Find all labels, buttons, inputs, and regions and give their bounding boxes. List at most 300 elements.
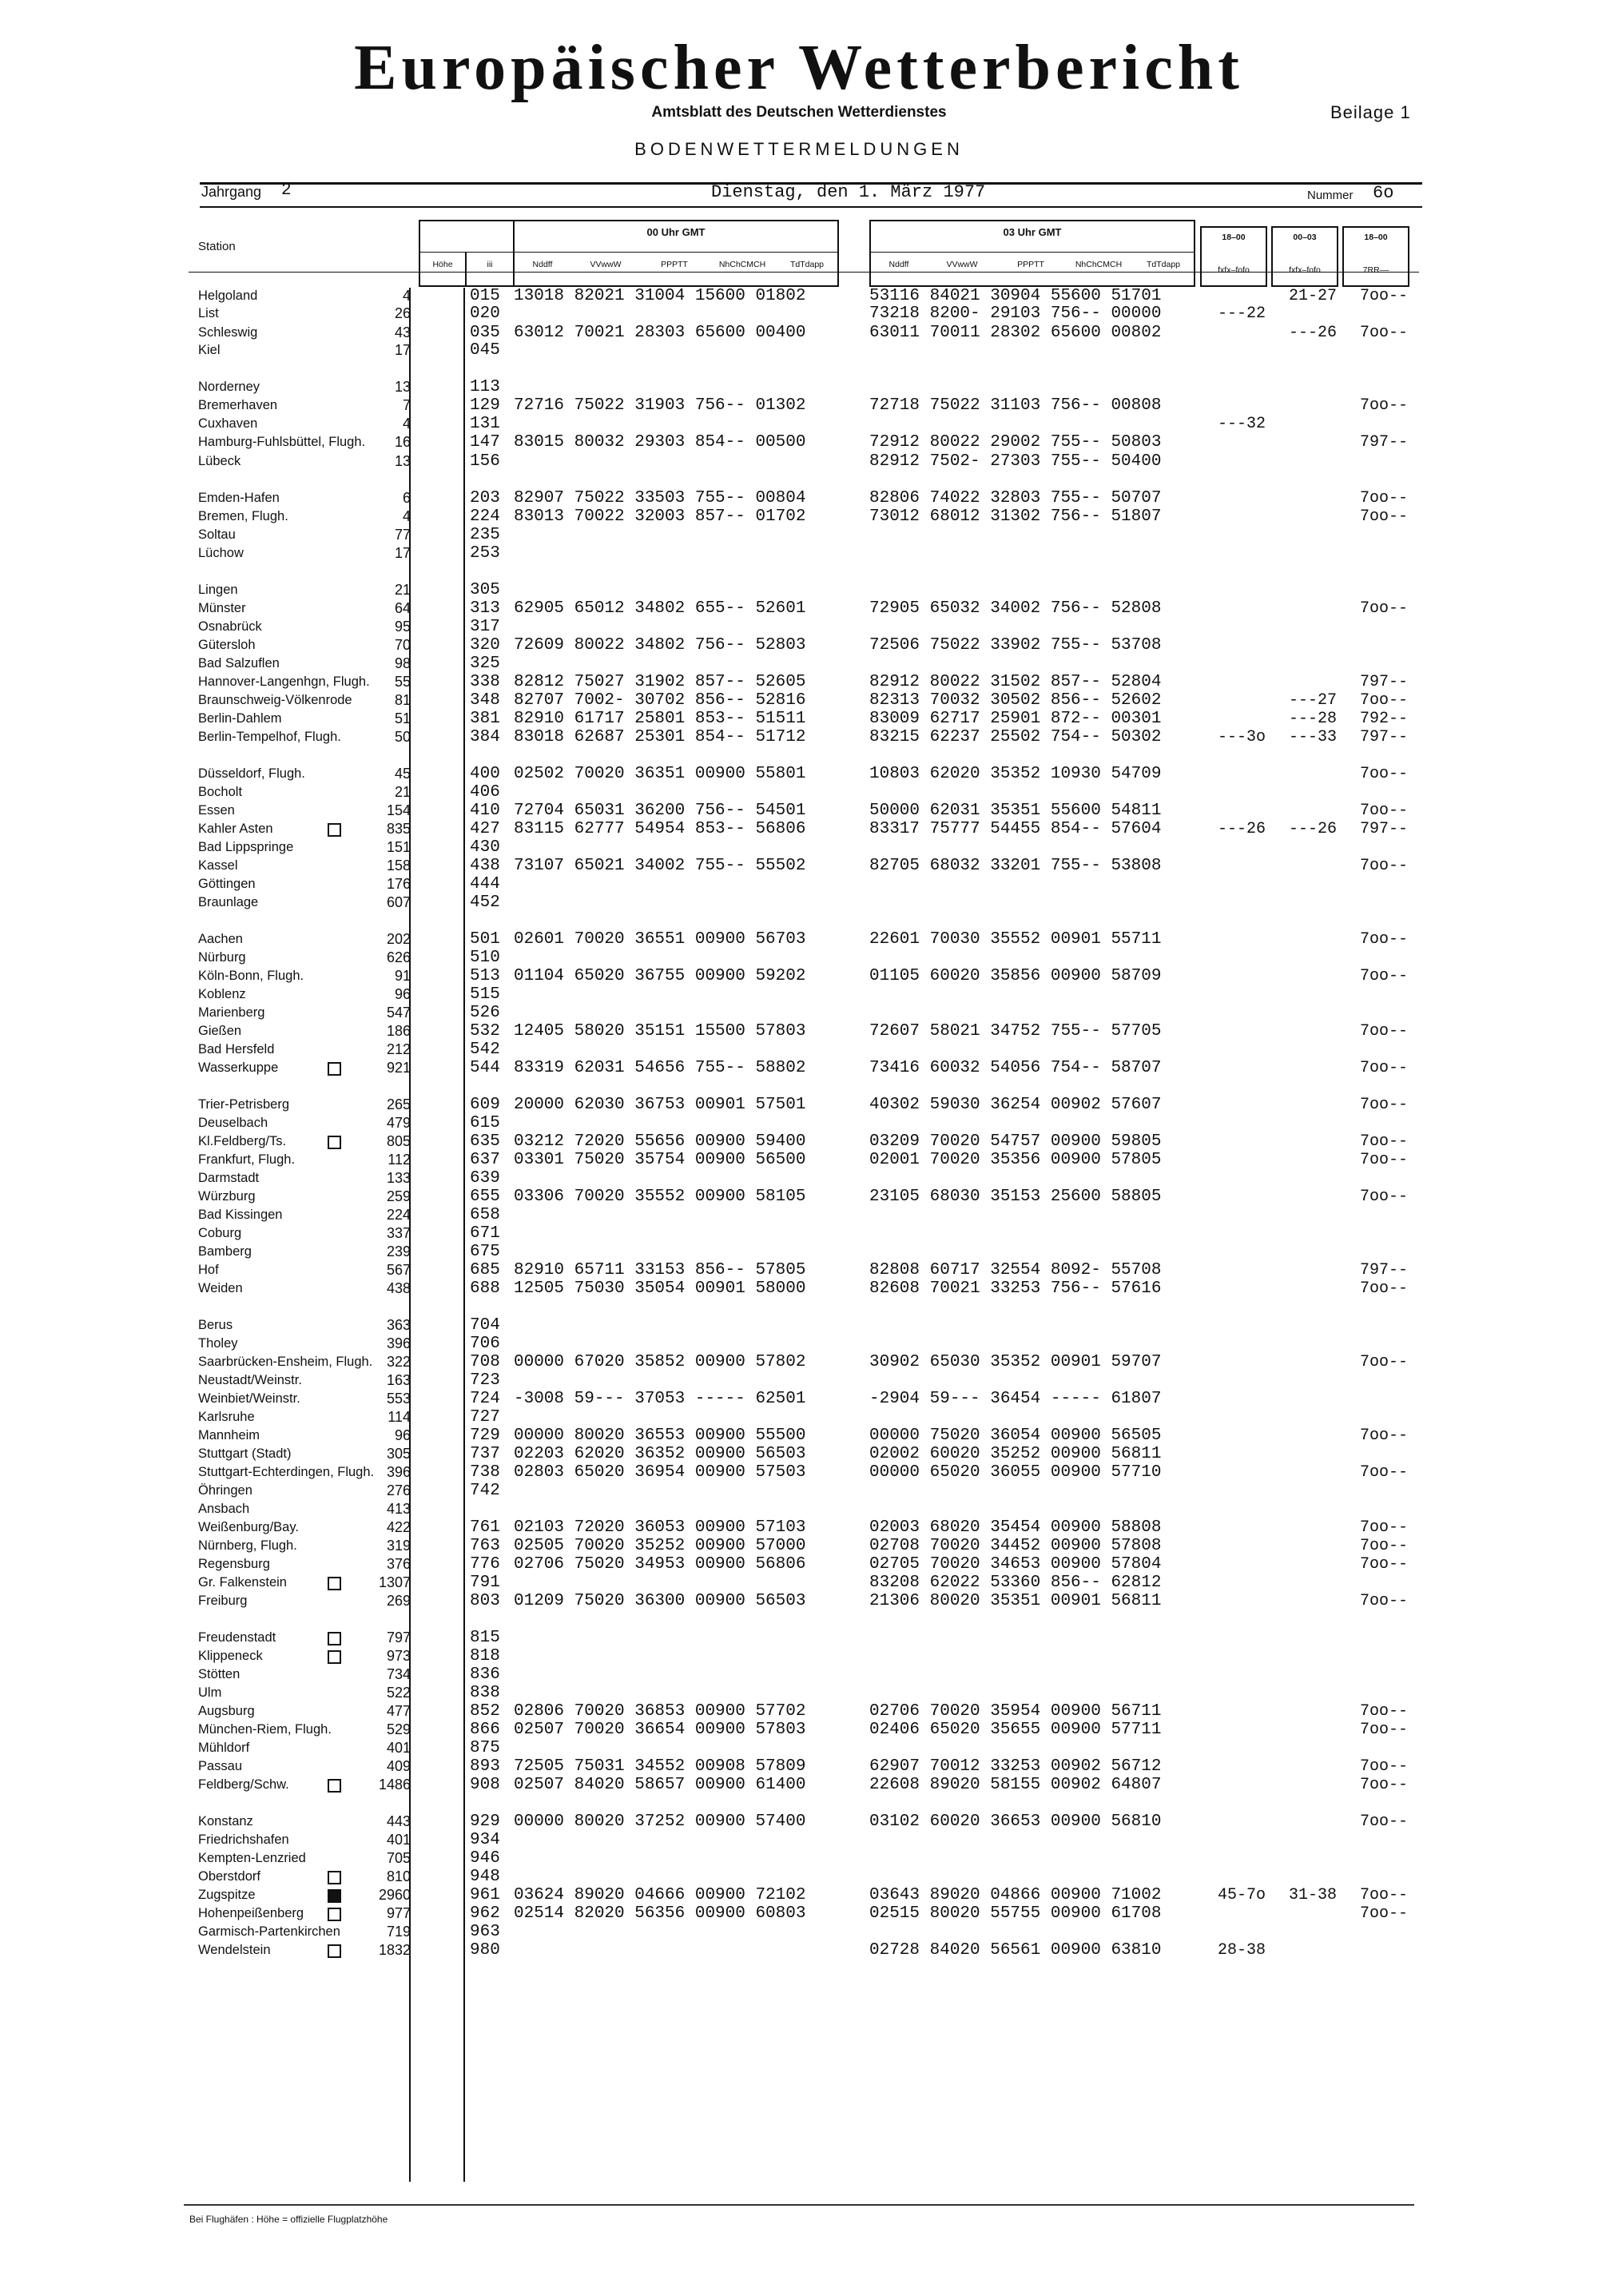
station-name: Norderney [198, 380, 260, 394]
station-name: Hamburg-Fuhlsbüttel, Flugh. [198, 435, 366, 449]
station-height: 158 [386, 858, 411, 873]
station-index: 438 [470, 857, 500, 875]
station-name: Lüchow [198, 546, 244, 560]
table-row [0, 1243, 1598, 1261]
station-name: Darmstadt [198, 1171, 260, 1185]
precip-18-00: 7oo-- [1360, 324, 1409, 342]
station-index: 685 [470, 1261, 500, 1279]
station-height: 810 [386, 1868, 411, 1884]
report-03-gmt: 53116 84021 30904 55600 51701 [869, 287, 1162, 305]
station-height: 835 [386, 821, 411, 837]
station-name: Aachen [198, 932, 243, 946]
station-name: List [198, 306, 219, 320]
jahrgang-value: 2 [281, 181, 292, 200]
precip-18-00: 7oo-- [1360, 1555, 1409, 1574]
station-index: 655 [470, 1188, 500, 1206]
c2-header: 00–03 [1293, 233, 1317, 242]
station-height: 973 [386, 1648, 411, 1664]
table-row [0, 1169, 1598, 1188]
report-00-gmt: 02507 70020 36654 00900 57803 [514, 1721, 806, 1739]
station-name: Bad Kissingen [198, 1208, 283, 1222]
table-row [0, 287, 1598, 305]
gust-18-00: 28-38 [1218, 1941, 1266, 1960]
table-row [0, 1757, 1598, 1776]
iii-header: iii [487, 260, 493, 269]
table-row [0, 691, 1598, 710]
gust-00-03: ---27 [1289, 691, 1338, 710]
report-03-gmt: 62907 70012 33253 00902 56712 [869, 1757, 1162, 1776]
report-03-gmt: 50000 62031 35351 55600 54811 [869, 802, 1162, 820]
station-height: 114 [388, 1409, 411, 1425]
report-03-gmt: 83215 62237 25502 754-- 50302 [869, 728, 1162, 746]
table-row [0, 1390, 1598, 1408]
station-index: 671 [470, 1224, 500, 1243]
g03-rule [869, 252, 1195, 253]
station-height: 70 [394, 637, 411, 653]
station-name: Bremerhaven [198, 398, 278, 412]
report-03-gmt: 83208 62022 53360 856-- 62812 [869, 1574, 1162, 1592]
table-row [0, 838, 1598, 857]
station-index: 838 [470, 1684, 500, 1702]
station-height: 269 [386, 1593, 411, 1609]
station-height: 413 [386, 1501, 411, 1517]
station-name: Schleswig [198, 325, 258, 340]
station-name: Bocholt [198, 785, 243, 799]
station-height: 13 [394, 453, 411, 469]
precip-18-00: 797-- [1360, 728, 1409, 746]
gust-18-00: ---22 [1218, 304, 1266, 323]
station-height: 55 [394, 674, 411, 690]
station-height: 17 [394, 545, 411, 561]
station-index: 542 [470, 1041, 500, 1059]
g00-rule [513, 252, 839, 253]
station-name: Weinbiet/Weinstr. [198, 1391, 300, 1406]
report-03-gmt: 00000 75020 36054 00900 56505 [869, 1427, 1162, 1445]
station-index: 444 [470, 875, 500, 893]
section-title: BODENWETTERMELDUNGEN [634, 139, 964, 159]
gust-18-00: ---32 [1218, 415, 1266, 433]
precip-18-00: 7oo-- [1360, 1353, 1409, 1371]
precip-18-00: 7oo-- [1360, 599, 1409, 618]
report-00-gmt: 00000 80020 36553 00900 55500 [514, 1427, 806, 1445]
precip-18-00: 797-- [1360, 1261, 1409, 1279]
station-index: 727 [470, 1408, 500, 1427]
station-height: 6 [402, 490, 411, 506]
table-row [0, 1096, 1598, 1114]
station-index: 305 [470, 581, 500, 599]
station-index: 688 [470, 1279, 500, 1298]
table-row [0, 415, 1598, 433]
station-name: Stuttgart (Stadt) [198, 1446, 292, 1461]
gust-00-03: ---33 [1289, 728, 1338, 746]
table-row [0, 599, 1598, 618]
station-height: 43 [394, 324, 411, 340]
station-name: Regensburg [198, 1557, 270, 1571]
station-index: 513 [470, 967, 500, 985]
hoehe-header: Höhe [432, 260, 453, 269]
precip-18-00: 7oo-- [1360, 1776, 1409, 1794]
station-height: 477 [386, 1703, 411, 1719]
report-03-gmt: 02728 84020 56561 00900 63810 [869, 1941, 1162, 1960]
hoehe-divider [465, 252, 467, 287]
table-row [0, 1206, 1598, 1224]
report-03-gmt: 02706 70020 35954 00900 56711 [869, 1702, 1162, 1721]
station-index: 704 [470, 1316, 500, 1335]
station-index: 532 [470, 1022, 500, 1041]
report-03-gmt: 02003 68020 35454 00900 58808 [869, 1518, 1162, 1537]
table-row [0, 1849, 1598, 1868]
footnote: Bei Flughäfen : Höhe = offizielle Flugplatzhöhe [189, 2214, 388, 2225]
c3-header: 18–00 [1364, 233, 1388, 242]
report-03-gmt: 82806 74022 32803 755-- 50707 [869, 489, 1162, 507]
table-row [0, 893, 1598, 912]
report-03-gmt: 82705 68032 33201 755-- 53808 [869, 857, 1162, 875]
table-row [0, 1279, 1598, 1298]
precip-18-00: 7oo-- [1360, 507, 1409, 526]
station-index: 815 [470, 1629, 500, 1647]
station-name: Berus [198, 1318, 233, 1332]
station-name: Kempten-Lenzried [198, 1851, 306, 1865]
station-index: 637 [470, 1151, 500, 1169]
report-03-gmt: 82912 7502- 27303 755-- 50400 [869, 452, 1162, 471]
station-name: München-Riem, Flugh. [198, 1722, 332, 1737]
report-03-gmt: 03102 60020 36653 00900 56810 [869, 1813, 1162, 1831]
report-03-gmt: 82313 70032 30502 856-- 52602 [869, 691, 1162, 710]
precip-18-00: 797-- [1360, 820, 1409, 838]
station-name: Gütersloh [198, 638, 256, 652]
station-height: 719 [386, 1924, 411, 1940]
table-row [0, 1500, 1598, 1518]
station-index: 544 [470, 1059, 500, 1077]
report-00-gmt: 62905 65012 34802 655-- 52601 [514, 599, 806, 618]
report-00-gmt: 00000 67020 35852 00900 57802 [514, 1353, 806, 1371]
station-height: 734 [386, 1666, 411, 1682]
report-00-gmt: 83015 80032 29303 854-- 00500 [514, 433, 806, 452]
report-03-gmt: 21306 80020 35351 00901 56811 [869, 1592, 1162, 1610]
table-row [0, 1813, 1598, 1831]
station-height: 95 [394, 619, 411, 635]
table-row [0, 1684, 1598, 1702]
station-index: 129 [470, 396, 500, 415]
station-height: 626 [386, 949, 411, 965]
station-index: 015 [470, 287, 500, 305]
issue-date: Dienstag, den 1. März 1977 [711, 182, 986, 202]
station-name: Weißenburg/Bay. [198, 1520, 299, 1534]
table-row [0, 507, 1598, 526]
station-height: 26 [394, 305, 411, 321]
station-height: 547 [386, 1005, 411, 1021]
table-row [0, 1923, 1598, 1941]
station-index: 639 [470, 1169, 500, 1188]
report-00-gmt: 72704 65031 36200 756-- 54501 [514, 802, 806, 820]
station-height: 50 [394, 729, 411, 745]
station-name: Ansbach [198, 1502, 250, 1516]
table-row [0, 544, 1598, 563]
station-name: Feldberg/Schw. [198, 1777, 289, 1792]
table-row [0, 581, 1598, 599]
table-row [0, 1555, 1598, 1574]
station-name: Garmisch-Partenkirchen [198, 1924, 340, 1939]
table-row [0, 636, 1598, 655]
station-name: Deuselbach [198, 1116, 268, 1130]
station-index: 675 [470, 1243, 500, 1261]
gust-18-00: ---26 [1218, 820, 1266, 838]
station-height: 45 [394, 766, 411, 782]
table-row [0, 1941, 1598, 1960]
precip-18-00: 7oo-- [1360, 1188, 1409, 1206]
station-name: Lübeck [198, 454, 241, 468]
station-name: Mannheim [198, 1428, 260, 1442]
station-index: 045 [470, 341, 500, 360]
station-index: 427 [470, 820, 500, 838]
station-index: 406 [470, 783, 500, 802]
report-03-gmt: 02515 80020 55755 00900 61708 [869, 1904, 1162, 1923]
station-height: 133 [386, 1170, 411, 1186]
station-height: 797 [386, 1629, 411, 1645]
report-00-gmt: 72609 80022 34802 756-- 52803 [514, 636, 806, 655]
station-height: 265 [386, 1096, 411, 1112]
station-height: 212 [386, 1041, 411, 1057]
station-height: 921 [386, 1060, 411, 1076]
station-height: 17 [394, 342, 411, 358]
station-name: Köln-Bonn, Flugh. [198, 969, 304, 983]
station-name: Münster [198, 601, 246, 615]
report-00-gmt: 83115 62777 54954 853-- 56806 [514, 820, 806, 838]
gust-00-03: ---26 [1289, 820, 1338, 838]
report-00-gmt: 72505 75031 34552 00908 57809 [514, 1757, 806, 1776]
station-name: Kassel [198, 858, 238, 873]
station-height: 479 [386, 1115, 411, 1131]
g03-sub-3: PPPTT [1017, 260, 1044, 269]
precip-18-00: 797-- [1360, 433, 1409, 452]
station-index: 706 [470, 1335, 500, 1353]
station-index: 203 [470, 489, 500, 507]
report-00-gmt: 83319 62031 54656 755-- 58802 [514, 1059, 806, 1077]
report-00-gmt: 82910 61717 25801 853-- 51511 [514, 710, 806, 728]
g00-sub-2: VVwwW [590, 260, 622, 269]
station-index: 791 [470, 1574, 500, 1592]
g00-sub-5: TdTdapp [789, 260, 825, 269]
table-row [0, 1059, 1598, 1077]
station-height: 4 [402, 416, 411, 432]
station-height: 396 [386, 1464, 411, 1480]
table-row [0, 489, 1598, 507]
table-row [0, 1335, 1598, 1353]
report-03-gmt: 40302 59030 36254 00902 57607 [869, 1096, 1162, 1114]
report-03-gmt: 73416 60032 54056 754-- 58707 [869, 1059, 1162, 1077]
table-row [0, 1022, 1598, 1041]
precip-18-00: 7oo-- [1360, 1721, 1409, 1739]
report-00-gmt: 02507 84020 58657 00900 61400 [514, 1776, 806, 1794]
table-row [0, 967, 1598, 985]
table-row [0, 1224, 1598, 1243]
gust-00-03: ---28 [1289, 710, 1338, 728]
station-index: 893 [470, 1757, 500, 1776]
station-name: Zugspitze [198, 1888, 256, 1902]
station-index: 348 [470, 691, 500, 710]
precip-18-00: 7oo-- [1360, 489, 1409, 507]
table-row [0, 1261, 1598, 1279]
station-index: 929 [470, 1813, 500, 1831]
footer-rule [184, 2204, 1414, 2206]
station-name: Osnabrück [198, 619, 262, 634]
table-row [0, 1114, 1598, 1132]
c3-sub: 7RR–– [1362, 265, 1389, 275]
station-index: 156 [470, 452, 500, 471]
table-row [0, 1647, 1598, 1665]
station-height: 553 [386, 1391, 411, 1407]
station-height: 305 [386, 1446, 411, 1462]
report-03-gmt: 02705 70020 34653 00900 57804 [869, 1555, 1162, 1574]
station-height: 21 [394, 582, 411, 598]
report-03-gmt: 22608 89020 58155 00902 64807 [869, 1776, 1162, 1794]
station-index: 761 [470, 1518, 500, 1537]
gust-00-03: ---26 [1289, 324, 1338, 342]
table-row [0, 618, 1598, 636]
station-index: 852 [470, 1702, 500, 1721]
station-name: Stuttgart-Echterdingen, Flugh. [198, 1465, 375, 1479]
precip-18-00: 7oo-- [1360, 1151, 1409, 1169]
report-03-gmt: 01105 60020 35856 00900 58709 [869, 967, 1162, 985]
subtitle: Amtsblatt des Deutschen Wetterdienstes [651, 104, 947, 121]
precip-18-00: 7oo-- [1360, 967, 1409, 985]
report-03-gmt: 72506 75022 33902 755-- 53708 [869, 636, 1162, 655]
station-name: Bamberg [198, 1244, 252, 1259]
station-height: 409 [386, 1758, 411, 1774]
station-height: 401 [386, 1832, 411, 1848]
table-row [0, 655, 1598, 673]
report-03-gmt: 00000 65020 36055 00900 57710 [869, 1463, 1162, 1482]
table-row [0, 433, 1598, 452]
station-name: Bad Lippspringe [198, 840, 294, 854]
precip-18-00: 7oo-- [1360, 1537, 1409, 1555]
station-height: 154 [386, 802, 411, 818]
table-row [0, 1463, 1598, 1482]
station-index: 763 [470, 1537, 500, 1555]
station-index: 729 [470, 1427, 500, 1445]
report-03-gmt: 83317 75777 54455 854-- 57604 [869, 820, 1162, 838]
station-name: Kiel [198, 343, 221, 357]
table-row [0, 1316, 1598, 1335]
station-index: 818 [470, 1647, 500, 1665]
report-03-gmt: 03643 89020 04866 00900 71002 [869, 1886, 1162, 1904]
station-index: 609 [470, 1096, 500, 1114]
table-row [0, 1537, 1598, 1555]
station-name: Wendelstein [198, 1943, 271, 1957]
station-index: 235 [470, 526, 500, 544]
report-03-gmt: 82608 70021 33253 756-- 57616 [869, 1279, 1162, 1298]
table-row [0, 378, 1598, 396]
report-00-gmt: 12505 75030 35054 00901 58000 [514, 1279, 806, 1298]
station-name: Weiden [198, 1281, 243, 1295]
station-name: Marienberg [198, 1005, 265, 1020]
station-name: Trier-Petrisberg [198, 1097, 289, 1112]
table-row [0, 1886, 1598, 1904]
station-index: 723 [470, 1371, 500, 1390]
station-height: 422 [386, 1519, 411, 1535]
station-height: 977 [386, 1905, 411, 1921]
gust-18-00: ---3o [1218, 728, 1266, 746]
report-03-gmt: 03209 70020 54757 00900 59805 [869, 1132, 1162, 1151]
report-03-gmt: 72718 75022 31103 756-- 00808 [869, 396, 1162, 415]
report-03-gmt: 82912 80022 31502 857-- 52804 [869, 673, 1162, 691]
station-name: Braunlage [198, 895, 259, 909]
precip-18-00: 7oo-- [1360, 1592, 1409, 1610]
station-index: 224 [470, 507, 500, 526]
station-height: 81 [394, 692, 411, 708]
report-03-gmt: 73012 68012 31302 756-- 51807 [869, 507, 1162, 526]
station-index: 317 [470, 618, 500, 636]
report-00-gmt: 02203 62020 36352 00900 56503 [514, 1445, 806, 1463]
g03-sub-2: VVwwW [946, 260, 978, 269]
station-height: 96 [394, 986, 411, 1002]
report-00-gmt: 73107 65021 34002 755-- 55502 [514, 857, 806, 875]
report-00-gmt: 03306 70020 35552 00900 58105 [514, 1188, 806, 1206]
station-index: 776 [470, 1555, 500, 1574]
table-row [0, 452, 1598, 471]
table-row [0, 783, 1598, 802]
station-name: Düsseldorf, Flugh. [198, 766, 305, 781]
station-name: Hannover-Langenhgn, Flugh. [198, 674, 370, 689]
station-height: 21 [394, 784, 411, 800]
report-03-gmt: 02406 65020 35655 00900 57711 [869, 1721, 1162, 1739]
station-index: 113 [470, 378, 500, 396]
report-03-gmt: 02001 70020 35356 00900 57805 [869, 1151, 1162, 1169]
precip-18-00: 7oo-- [1360, 1518, 1409, 1537]
report-00-gmt: 02505 70020 35252 00900 57000 [514, 1537, 806, 1555]
precip-18-00: 7oo-- [1360, 287, 1409, 305]
station-name: Kahler Asten [198, 822, 273, 836]
station-height: 16 [394, 434, 411, 450]
table-row [0, 802, 1598, 820]
report-03-gmt: 63011 70011 28302 65600 00802 [869, 324, 1162, 342]
table-row [0, 1132, 1598, 1151]
precip-18-00: 7oo-- [1360, 1904, 1409, 1923]
station-height: 276 [386, 1482, 411, 1498]
table-row [0, 1868, 1598, 1886]
station-name: Ulm [198, 1685, 222, 1700]
station-index: 875 [470, 1739, 500, 1757]
nummer-value: 6o [1373, 183, 1394, 203]
report-00-gmt: -3008 59--- 37053 ----- 62501 [514, 1390, 806, 1408]
station-height: 607 [386, 894, 411, 910]
hoehe-rule [419, 252, 515, 253]
hoehe-iii-box [419, 220, 515, 287]
precip-18-00: 792-- [1360, 710, 1409, 728]
beilage: Beilage 1 [1330, 102, 1411, 122]
station-index: 961 [470, 1886, 500, 1904]
table-row [0, 1739, 1598, 1757]
station-index: 320 [470, 636, 500, 655]
station-name: Würzburg [198, 1189, 256, 1204]
report-03-gmt: 82808 60717 32554 8092- 55708 [869, 1261, 1162, 1279]
station-index: 836 [470, 1665, 500, 1684]
table-row [0, 1776, 1598, 1794]
table-row [0, 324, 1598, 342]
station-header: Station [198, 240, 236, 253]
report-00-gmt: 02601 70020 36551 00900 56703 [514, 930, 806, 949]
report-00-gmt: 02806 70020 36853 00900 57702 [514, 1702, 806, 1721]
report-00-gmt: 01209 75020 36300 00900 56503 [514, 1592, 806, 1610]
report-00-gmt: 82910 65711 33153 856-- 57805 [514, 1261, 806, 1279]
report-00-gmt: 02514 82020 56356 00900 60803 [514, 1904, 806, 1923]
report-00-gmt: 01104 65020 36755 00900 59202 [514, 967, 806, 985]
station-name: Stötten [198, 1667, 240, 1681]
table-row [0, 1702, 1598, 1721]
table-row [0, 1427, 1598, 1445]
station-height: 322 [386, 1354, 411, 1370]
table-row [0, 1151, 1598, 1169]
